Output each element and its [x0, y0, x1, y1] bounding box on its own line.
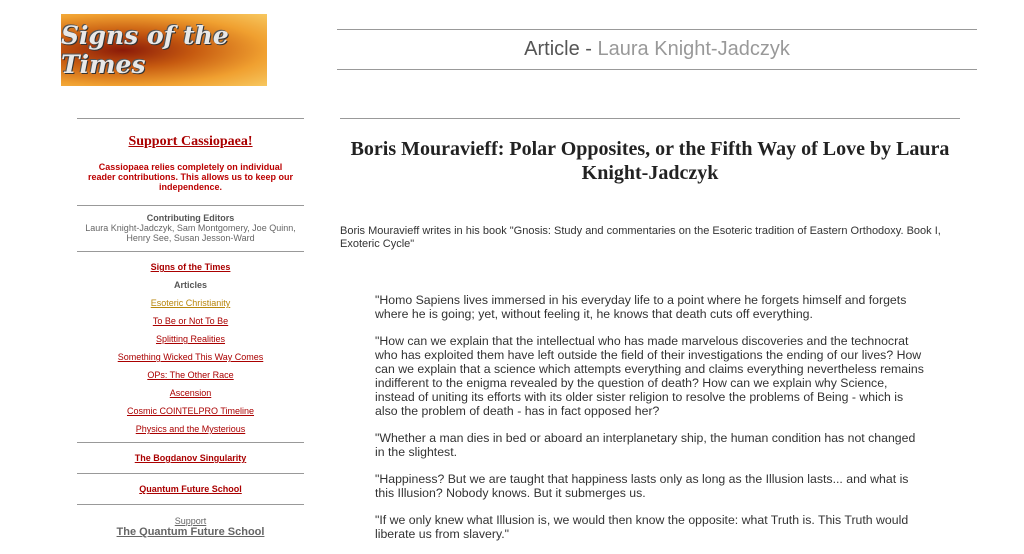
article-intro: Boris Mouravieff writes in his book "Gnosis: Study and commentaries on the Esoteric tradition of Eastern Orthodoxy. Book I, Exoteric Cycle" — [340, 225, 941, 250]
editors-title: Contributing Editors — [146, 213, 235, 223]
contributing-editors — [77, 213, 304, 243]
support-cassiopaea-link[interactable]: Support Cassiopaea! — [128, 134, 253, 149]
divider — [77, 205, 304, 206]
divider — [77, 504, 304, 505]
article-link-6[interactable]: Cosmic COINTELPRO Timeline — [126, 406, 255, 416]
article-link-2[interactable]: Splitting Realities — [155, 334, 226, 344]
blockquote — [375, 293, 924, 541]
logo-text: Signs of the Times — [61, 21, 229, 79]
header-author: Laura Knight-Jadczyk — [597, 38, 790, 60]
header-separator: - — [579, 38, 598, 60]
page-header — [337, 29, 977, 70]
sidebar — [77, 118, 304, 538]
support-text: Cassiopaea relies completely on individual reader contributions. This allows us to keep our independence. — [87, 162, 294, 192]
articles-label: Articles — [173, 280, 208, 290]
divider — [77, 442, 304, 443]
divider — [77, 118, 304, 119]
article-link-3[interactable]: Something Wicked This Way Comes — [117, 352, 264, 362]
site-logo[interactable] — [61, 14, 267, 86]
article — [340, 118, 960, 554]
quote-paragraph: "How can we explain that the intellectual who has made marvelous discoveries and the technocrat who has exploited them have left outside the field of their investigations the ending of our lives? How can we explain that a science which attempts everything and claims everything nevertheless remains indifferent to the enigma revealed by the question of death? How can we explain why Science, instead of uniting its efforts with its older sister religion to resolve the problems of Being - which is also the problem of death - has in fact opposed her? — [375, 334, 924, 418]
header-section: Article — [524, 38, 580, 60]
qfs-link[interactable]: Quantum Future School — [139, 484, 242, 494]
quote-paragraph: "Whether a man dies in bed or aboard an interplanetary ship, the human condition has not changed in the slightest. — [375, 431, 916, 459]
divider — [77, 473, 304, 474]
quote-paragraph: "If we only knew what Illusion is, we would then know the opposite: what Truth is. This Truth would liberate us from slavery." — [375, 513, 909, 541]
divider — [77, 251, 304, 252]
article-link-1[interactable]: To Be or Not To Be — [152, 316, 229, 326]
article-title: Boris Mouravieff: Polar Opposites, or the Fifth Way of Love by Laura Knight-Jadczyk — [350, 138, 950, 184]
editors-list: Laura Knight-Jadczyk, Sam Montgomery, Joe Quinn, Henry See, Susan Jesson-Ward — [85, 223, 296, 243]
article-link-0[interactable]: Esoteric Christianity — [150, 298, 231, 308]
support-qfs-link[interactable]: The Quantum Future School — [116, 526, 265, 538]
bogdanov-link[interactable]: The Bogdanov Singularity — [134, 453, 247, 463]
support-small-link[interactable]: Support — [174, 516, 207, 526]
quote-paragraph: "Homo Sapiens lives immersed in his everyday life to a point where he forgets himself and forgets where he is going; yet, without feeling it, he knows that death cuts off everything. — [375, 293, 907, 321]
sott-link[interactable]: Signs of the Times — [150, 262, 231, 272]
article-link-5[interactable]: Ascension — [169, 388, 212, 398]
article-link-7[interactable]: Physics and the Mysterious — [135, 424, 246, 434]
quote-paragraph: "Happiness? But we are taught that happiness lasts only as long as the Illusion lasts... and what is this Illusion? Nobody knows. But it submerges us. — [375, 472, 909, 500]
article-link-4[interactable]: OPs: The Other Race — [147, 370, 234, 380]
